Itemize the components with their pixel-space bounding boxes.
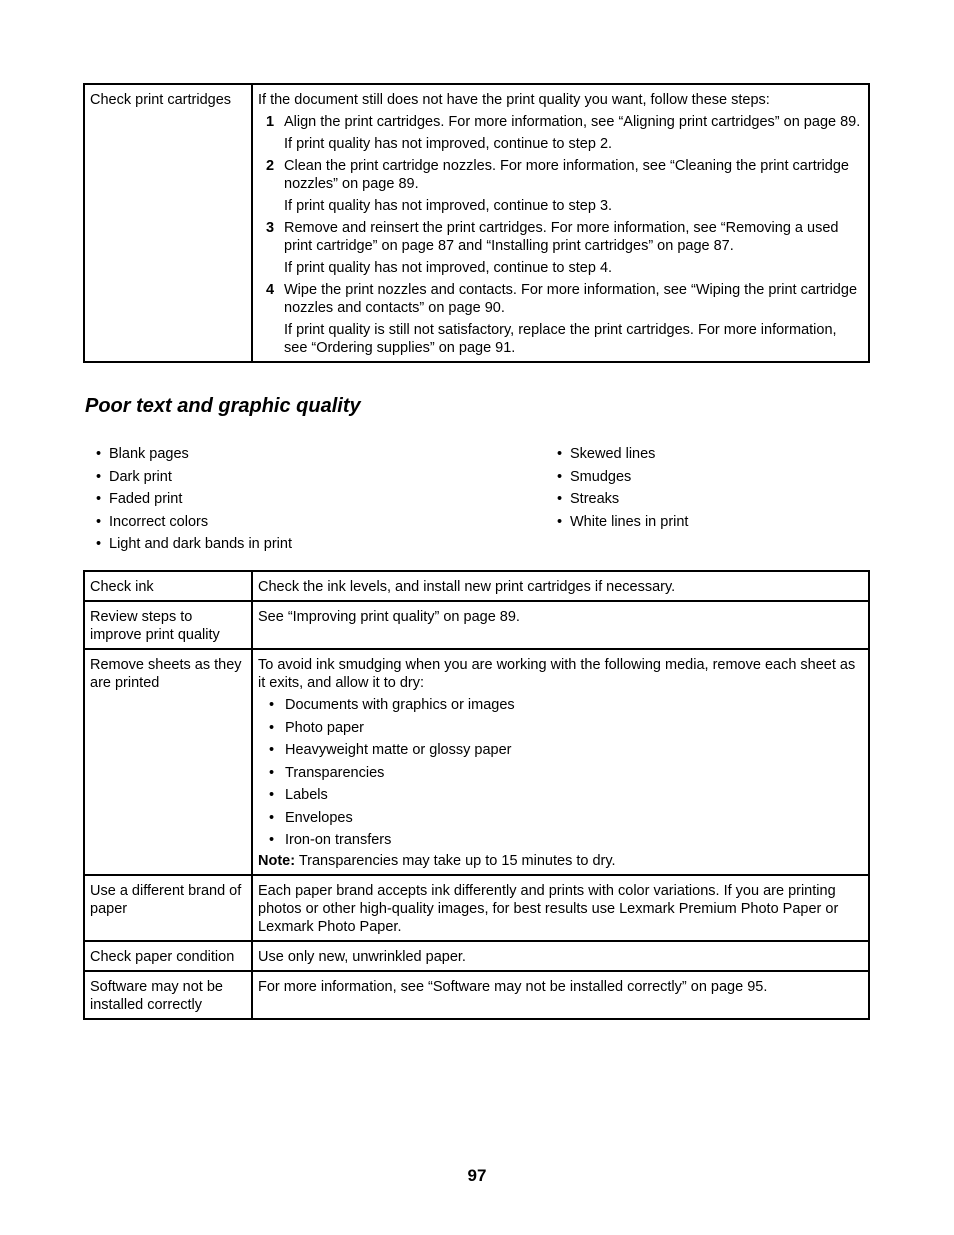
symptom-list-left — [93, 443, 292, 556]
list-item: • Dark print — [93, 466, 292, 489]
section-heading: Poor text and graphic quality — [85, 395, 361, 417]
print-quality-table — [83, 570, 870, 1020]
row-label: Check ink — [84, 571, 252, 601]
steps-list — [258, 113, 863, 357]
step-note: If print quality has not improved, continue to step 4. — [284, 260, 613, 276]
row-solution: For more information, see “Software may not be installed correctly” on page 95. — [252, 971, 869, 1019]
table-row — [84, 649, 869, 875]
steps-intro: If the document still does not have the print quality you want, follow these steps: — [258, 92, 770, 108]
step-number: 3 — [266, 220, 275, 236]
table-row — [84, 875, 869, 941]
step-number: 4 — [266, 282, 275, 298]
step-number: 2 — [266, 158, 275, 174]
list-item: • Skewed lines — [554, 443, 688, 466]
media-list — [258, 694, 863, 852]
media-intro: To avoid ink smudging when you are working with the following media, remove each sheet as it exits, and allow it to dry: — [258, 657, 856, 691]
step-item — [258, 281, 863, 357]
list-item: • Heavyweight matte or glossy paper — [258, 739, 863, 762]
step-text: Align the print cartridges. For more information, see “Aligning print cartridges” on page 89. — [284, 114, 861, 130]
note-label: Note: — [258, 852, 296, 869]
row-label: Check paper condition — [84, 941, 252, 971]
list-item: • Light and dark bands in print — [93, 533, 292, 556]
list-item: • Documents with graphics or images — [258, 694, 863, 717]
list-item: • White lines in print — [554, 511, 688, 534]
media-note — [258, 852, 863, 870]
step-number: 1 — [266, 114, 275, 130]
page-number: 97 — [467, 1166, 487, 1185]
row-solution: Check the ink levels, and install new print cartridges if necessary. — [252, 571, 869, 601]
table-row — [84, 941, 869, 971]
row-solution: Each paper brand accepts ink differently and prints with color variations. If you are printing photos or other high-quality images, for best results use Lexmark Premium Photo Paper or Lexmark Photo Paper. — [252, 875, 869, 941]
table-row — [84, 84, 869, 362]
row-label: Remove sheets as they are printed — [84, 649, 252, 875]
symptom-list-right — [554, 443, 688, 533]
row-label: Software may not be installed correctly — [84, 971, 252, 1019]
list-item: • Labels — [258, 784, 863, 807]
step-item — [258, 113, 863, 153]
list-item: • Iron-on transfers — [258, 829, 863, 852]
step-text: Wipe the print nozzles and contacts. For more information, see “Wiping the print cartridge nozzles and contacts” on page 90. — [284, 282, 858, 316]
list-item: • Incorrect colors — [93, 511, 292, 534]
table-row — [84, 571, 869, 601]
row-solution: See “Improving print quality” on page 89. — [252, 601, 869, 649]
row-label: Use a different brand of paper — [84, 875, 252, 941]
row-solution — [252, 649, 869, 875]
row-solution — [252, 84, 869, 362]
table-row — [84, 601, 869, 649]
step-item — [258, 157, 863, 215]
step-note: If print quality has not improved, continue to step 2. — [284, 136, 613, 152]
row-label: Check print cartridges — [84, 84, 252, 362]
step-item — [258, 219, 863, 277]
list-item: • Blank pages — [93, 443, 292, 466]
step-note: If print quality has not improved, continue to step 3. — [284, 198, 613, 214]
step-text: Remove and reinsert the print cartridges. For more information, see “Removing a used print cartridge” on page 87 and “Installing print cartridges” on page 87. — [284, 220, 839, 254]
list-item: • Photo paper — [258, 717, 863, 740]
print-cartridges-table — [83, 83, 870, 363]
list-item: • Transparencies — [258, 762, 863, 785]
table-row — [84, 971, 869, 1019]
row-solution: Use only new, unwrinkled paper. — [252, 941, 869, 971]
row-label: Review steps to improve print quality — [84, 601, 252, 649]
list-item: • Envelopes — [258, 807, 863, 830]
list-item: • Smudges — [554, 466, 688, 489]
step-text: Clean the print cartridge nozzles. For more information, see “Cleaning the print cartridge nozzles” on page 89. — [284, 158, 849, 192]
list-item: • Streaks — [554, 488, 688, 511]
note-text: Transparencies may take up to 15 minutes to dry. — [295, 852, 616, 869]
step-note: If print quality is still not satisfactory, replace the print cartridges. For more information, see “Ordering supplies” on page 91. — [284, 322, 837, 356]
list-item: • Faded print — [93, 488, 292, 511]
